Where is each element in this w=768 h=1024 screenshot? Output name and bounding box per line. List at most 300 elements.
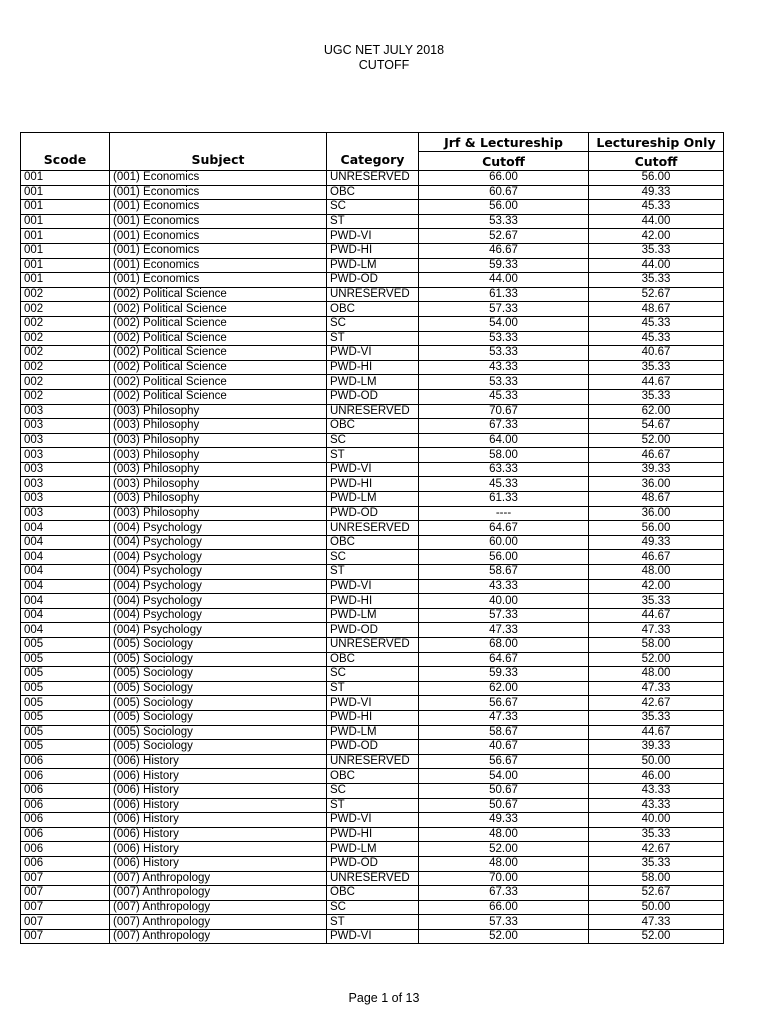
subject-cell: (005) Sociology: [110, 652, 327, 667]
lectureship-cutoff-cell: 46.67: [589, 448, 724, 463]
scode-cell: 005: [21, 725, 110, 740]
jrf-cutoff-cell: 56.00: [419, 200, 589, 215]
subject-cell: (001) Economics: [110, 229, 327, 244]
table-row: [21, 696, 724, 711]
lectureship-cutoff-cell: 35.33: [589, 827, 724, 842]
scode-cell: 006: [21, 842, 110, 857]
lectureship-cutoff-cell: 52.67: [589, 886, 724, 901]
jrf-cutoff-cell: 60.67: [419, 185, 589, 200]
lectureship-cutoff-cell: 44.67: [589, 375, 724, 390]
lectureship-cutoff-cell: 43.33: [589, 798, 724, 813]
category-cell: PWD-LM: [327, 492, 419, 507]
subject-cell: (004) Psychology: [110, 535, 327, 550]
subject-cell: (004) Psychology: [110, 594, 327, 609]
jrf-cutoff-cell: 47.33: [419, 710, 589, 725]
jrf-cutoff-cell: 45.33: [419, 477, 589, 492]
subject-cell: (007) Anthropology: [110, 886, 327, 901]
scode-cell: 004: [21, 623, 110, 638]
jrf-cutoff-cell: 56.67: [419, 696, 589, 711]
table-row: [21, 667, 724, 682]
category-cell: ST: [327, 798, 419, 813]
category-cell: UNRESERVED: [327, 871, 419, 886]
scode-cell: 007: [21, 871, 110, 886]
subject-cell: (004) Psychology: [110, 550, 327, 565]
subject-cell: (003) Philosophy: [110, 433, 327, 448]
scode-cell: 003: [21, 462, 110, 477]
lectureship-cutoff-cell: 35.33: [589, 856, 724, 871]
scode-cell: 005: [21, 681, 110, 696]
lectureship-cutoff-cell: 44.67: [589, 608, 724, 623]
scode-cell: 005: [21, 667, 110, 682]
jrf-cutoff-cell: 57.33: [419, 302, 589, 317]
subject-cell: (003) Philosophy: [110, 492, 327, 507]
scode-cell: 003: [21, 433, 110, 448]
subject-cell: (002) Political Science: [110, 331, 327, 346]
jrf-cutoff-cell: 53.33: [419, 346, 589, 361]
scode-cell: 004: [21, 521, 110, 536]
category-cell: PWD-HI: [327, 710, 419, 725]
category-cell: SC: [327, 200, 419, 215]
subject-cell: (002) Political Science: [110, 346, 327, 361]
subject-cell: (002) Political Science: [110, 389, 327, 404]
table-row: [21, 492, 724, 507]
jrf-cutoff-cell: 56.00: [419, 550, 589, 565]
jrf-cutoff-cell: 67.33: [419, 419, 589, 434]
scode-cell: 004: [21, 608, 110, 623]
lectureship-cutoff-cell: 48.67: [589, 492, 724, 507]
scode-cell: 002: [21, 316, 110, 331]
scode-cell: 003: [21, 419, 110, 434]
table-row: [21, 448, 724, 463]
category-cell: SC: [327, 550, 419, 565]
document-title: UGC NET JULY 2018: [323, 43, 445, 57]
scode-cell: 001: [21, 273, 110, 288]
table-row: [21, 798, 724, 813]
jrf-cutoff-cell: 59.33: [419, 258, 589, 273]
lectureship-cutoff-cell: 36.00: [589, 506, 724, 521]
lectureship-cutoff-cell: 58.00: [589, 638, 724, 653]
scode-cell: 002: [21, 302, 110, 317]
scode-cell: 007: [21, 915, 110, 930]
table-row: [21, 710, 724, 725]
subject-cell: (004) Psychology: [110, 521, 327, 536]
lectureship-cutoff-cell: 46.67: [589, 550, 724, 565]
jrf-cutoff-cell: 43.33: [419, 360, 589, 375]
header-lectureship-cutoff: Cutoff: [589, 152, 724, 171]
jrf-cutoff-cell: 52.00: [419, 842, 589, 857]
category-cell: PWD-LM: [327, 608, 419, 623]
scode-cell: 004: [21, 550, 110, 565]
scode-cell: 003: [21, 492, 110, 507]
scode-cell: 005: [21, 652, 110, 667]
category-cell: PWD-VI: [327, 696, 419, 711]
category-cell: ST: [327, 915, 419, 930]
category-cell: PWD-LM: [327, 842, 419, 857]
category-cell: UNRESERVED: [327, 754, 419, 769]
jrf-cutoff-cell: 64.00: [419, 433, 589, 448]
jrf-cutoff-cell: 62.00: [419, 681, 589, 696]
table-row: [21, 871, 724, 886]
category-cell: ST: [327, 565, 419, 580]
jrf-cutoff-cell: 53.33: [419, 375, 589, 390]
lectureship-cutoff-cell: 58.00: [589, 871, 724, 886]
lectureship-cutoff-cell: 35.33: [589, 710, 724, 725]
lectureship-cutoff-cell: 36.00: [589, 477, 724, 492]
category-cell: ST: [327, 448, 419, 463]
category-cell: PWD-VI: [327, 579, 419, 594]
table-row: [21, 827, 724, 842]
subject-cell: (002) Political Science: [110, 302, 327, 317]
lectureship-cutoff-cell: 52.00: [589, 929, 724, 944]
jrf-cutoff-cell: 50.67: [419, 798, 589, 813]
header-jrf-lectureship: Jrf & Lectureship: [419, 133, 589, 152]
scode-cell: 003: [21, 477, 110, 492]
table-row: [21, 813, 724, 828]
category-cell: OBC: [327, 769, 419, 784]
category-cell: SC: [327, 783, 419, 798]
scode-cell: 007: [21, 929, 110, 944]
subject-cell: (002) Political Science: [110, 375, 327, 390]
jrf-cutoff-cell: 46.67: [419, 243, 589, 258]
category-cell: PWD-VI: [327, 462, 419, 477]
scode-cell: 002: [21, 287, 110, 302]
category-cell: SC: [327, 316, 419, 331]
scode-cell: 002: [21, 331, 110, 346]
jrf-cutoff-cell: 52.00: [419, 929, 589, 944]
table-row: [21, 477, 724, 492]
lectureship-cutoff-cell: 62.00: [589, 404, 724, 419]
subject-cell: (003) Philosophy: [110, 506, 327, 521]
lectureship-cutoff-cell: 35.33: [589, 389, 724, 404]
scode-cell: 006: [21, 813, 110, 828]
header-lectureship-only: Lectureship Only: [589, 133, 724, 152]
table-row: [21, 287, 724, 302]
category-cell: UNRESERVED: [327, 638, 419, 653]
header-category: Category: [327, 133, 419, 171]
subject-cell: (004) Psychology: [110, 608, 327, 623]
category-cell: UNRESERVED: [327, 404, 419, 419]
subject-cell: (005) Sociology: [110, 667, 327, 682]
scode-cell: 005: [21, 740, 110, 755]
subject-cell: (007) Anthropology: [110, 929, 327, 944]
scode-cell: 006: [21, 783, 110, 798]
category-cell: OBC: [327, 185, 419, 200]
subject-cell: (001) Economics: [110, 243, 327, 258]
lectureship-cutoff-cell: 43.33: [589, 783, 724, 798]
jrf-cutoff-cell: 43.33: [419, 579, 589, 594]
table-row: [21, 200, 724, 215]
jrf-cutoff-cell: 53.33: [419, 331, 589, 346]
scode-cell: 004: [21, 579, 110, 594]
lectureship-cutoff-cell: 39.33: [589, 462, 724, 477]
category-cell: OBC: [327, 886, 419, 901]
category-cell: SC: [327, 900, 419, 915]
jrf-cutoff-cell: 68.00: [419, 638, 589, 653]
lectureship-cutoff-cell: 52.00: [589, 433, 724, 448]
scode-cell: 006: [21, 827, 110, 842]
jrf-cutoff-cell: 49.33: [419, 813, 589, 828]
table-row: [21, 623, 724, 638]
scode-cell: 003: [21, 448, 110, 463]
category-cell: OBC: [327, 652, 419, 667]
subject-cell: (001) Economics: [110, 214, 327, 229]
table-row: [21, 565, 724, 580]
scode-cell: 005: [21, 696, 110, 711]
subject-cell: (006) History: [110, 769, 327, 784]
table-row: [21, 316, 724, 331]
lectureship-cutoff-cell: 42.00: [589, 579, 724, 594]
subject-cell: (003) Philosophy: [110, 477, 327, 492]
table-row: [21, 856, 724, 871]
lectureship-cutoff-cell: 56.00: [589, 171, 724, 186]
table-row: [21, 302, 724, 317]
category-cell: PWD-OD: [327, 506, 419, 521]
table-row: [21, 404, 724, 419]
table-row: [21, 389, 724, 404]
table-row: [21, 433, 724, 448]
category-cell: PWD-LM: [327, 258, 419, 273]
subject-cell: (005) Sociology: [110, 740, 327, 755]
category-cell: ST: [327, 331, 419, 346]
lectureship-cutoff-cell: 45.33: [589, 331, 724, 346]
jrf-cutoff-cell: 70.00: [419, 871, 589, 886]
subject-cell: (002) Political Science: [110, 316, 327, 331]
lectureship-cutoff-cell: 35.33: [589, 594, 724, 609]
lectureship-cutoff-cell: 42.00: [589, 229, 724, 244]
lectureship-cutoff-cell: 47.33: [589, 623, 724, 638]
category-cell: UNRESERVED: [327, 287, 419, 302]
jrf-cutoff-cell: 63.33: [419, 462, 589, 477]
jrf-cutoff-cell: 64.67: [419, 521, 589, 536]
lectureship-cutoff-cell: 44.67: [589, 725, 724, 740]
table-row: [21, 375, 724, 390]
table-row: [21, 638, 724, 653]
table-row: [21, 754, 724, 769]
category-cell: PWD-OD: [327, 623, 419, 638]
subject-cell: (004) Psychology: [110, 565, 327, 580]
subject-cell: (006) History: [110, 813, 327, 828]
category-cell: OBC: [327, 302, 419, 317]
table-row: [21, 462, 724, 477]
category-cell: SC: [327, 433, 419, 448]
table-row: [21, 535, 724, 550]
table-row: [21, 681, 724, 696]
subject-cell: (005) Sociology: [110, 710, 327, 725]
category-cell: PWD-LM: [327, 375, 419, 390]
lectureship-cutoff-cell: 50.00: [589, 754, 724, 769]
table-row: [21, 506, 724, 521]
scode-cell: 007: [21, 900, 110, 915]
lectureship-cutoff-cell: 47.33: [589, 915, 724, 930]
table-row: [21, 331, 724, 346]
lectureship-cutoff-cell: 46.00: [589, 769, 724, 784]
lectureship-cutoff-cell: 48.00: [589, 565, 724, 580]
scode-cell: 001: [21, 243, 110, 258]
jrf-cutoff-cell: 54.00: [419, 769, 589, 784]
subject-cell: (001) Economics: [110, 185, 327, 200]
scode-cell: 003: [21, 404, 110, 419]
lectureship-cutoff-cell: 35.33: [589, 360, 724, 375]
category-cell: ST: [327, 214, 419, 229]
subject-cell: (003) Philosophy: [110, 419, 327, 434]
lectureship-cutoff-cell: 40.00: [589, 813, 724, 828]
table-row: [21, 360, 724, 375]
lectureship-cutoff-cell: 47.33: [589, 681, 724, 696]
jrf-cutoff-cell: 57.33: [419, 915, 589, 930]
category-cell: PWD-HI: [327, 477, 419, 492]
subject-cell: (004) Psychology: [110, 623, 327, 638]
subject-cell: (006) History: [110, 842, 327, 857]
subject-cell: (006) History: [110, 827, 327, 842]
subject-cell: (002) Political Science: [110, 287, 327, 302]
category-cell: ST: [327, 681, 419, 696]
subject-cell: (001) Economics: [110, 258, 327, 273]
scode-cell: 004: [21, 535, 110, 550]
subject-cell: (003) Philosophy: [110, 404, 327, 419]
jrf-cutoff-cell: 48.00: [419, 856, 589, 871]
lectureship-cutoff-cell: 35.33: [589, 243, 724, 258]
lectureship-cutoff-cell: 52.00: [589, 652, 724, 667]
subject-cell: (004) Psychology: [110, 579, 327, 594]
header-scode: Scode: [21, 133, 110, 171]
lectureship-cutoff-cell: 45.33: [589, 200, 724, 215]
jrf-cutoff-cell: 60.00: [419, 535, 589, 550]
lectureship-cutoff-cell: 42.67: [589, 696, 724, 711]
subject-cell: (001) Economics: [110, 200, 327, 215]
category-cell: PWD-HI: [327, 594, 419, 609]
lectureship-cutoff-cell: 52.67: [589, 287, 724, 302]
scode-cell: 005: [21, 638, 110, 653]
table-row: [21, 229, 724, 244]
jrf-cutoff-cell: 48.00: [419, 827, 589, 842]
category-cell: PWD-VI: [327, 929, 419, 944]
jrf-cutoff-cell: 40.67: [419, 740, 589, 755]
cutoff-table: [20, 132, 724, 944]
table-row: [21, 171, 724, 186]
lectureship-cutoff-cell: 54.67: [589, 419, 724, 434]
scode-cell: 001: [21, 185, 110, 200]
jrf-cutoff-cell: 56.67: [419, 754, 589, 769]
lectureship-cutoff-cell: 45.33: [589, 316, 724, 331]
jrf-cutoff-cell: 45.33: [419, 389, 589, 404]
jrf-cutoff-cell: 59.33: [419, 667, 589, 682]
category-cell: PWD-VI: [327, 229, 419, 244]
category-cell: PWD-HI: [327, 360, 419, 375]
category-cell: PWD-OD: [327, 389, 419, 404]
table-row: [21, 725, 724, 740]
lectureship-cutoff-cell: 49.33: [589, 535, 724, 550]
subject-cell: (006) History: [110, 856, 327, 871]
jrf-cutoff-cell: 58.67: [419, 725, 589, 740]
jrf-cutoff-cell: 61.33: [419, 492, 589, 507]
scode-cell: 003: [21, 506, 110, 521]
scode-cell: 002: [21, 360, 110, 375]
scode-cell: 006: [21, 769, 110, 784]
category-cell: PWD-HI: [327, 827, 419, 842]
table-row: [21, 915, 724, 930]
jrf-cutoff-cell: 58.67: [419, 565, 589, 580]
table-row: [21, 185, 724, 200]
subject-cell: (007) Anthropology: [110, 871, 327, 886]
category-cell: OBC: [327, 535, 419, 550]
table-row: [21, 214, 724, 229]
subject-cell: (001) Economics: [110, 171, 327, 186]
category-cell: PWD-OD: [327, 273, 419, 288]
scode-cell: 002: [21, 389, 110, 404]
jrf-cutoff-cell: 53.33: [419, 214, 589, 229]
lectureship-cutoff-cell: 44.00: [589, 214, 724, 229]
category-cell: SC: [327, 667, 419, 682]
table-row: [21, 842, 724, 857]
category-cell: PWD-LM: [327, 725, 419, 740]
table-row: [21, 886, 724, 901]
table-row: [21, 769, 724, 784]
subject-cell: (005) Sociology: [110, 696, 327, 711]
subject-cell: (007) Anthropology: [110, 900, 327, 915]
scode-cell: 006: [21, 856, 110, 871]
scode-cell: 002: [21, 375, 110, 390]
category-cell: PWD-OD: [327, 740, 419, 755]
table-row: [21, 273, 724, 288]
jrf-cutoff-cell: 57.33: [419, 608, 589, 623]
scode-cell: 001: [21, 229, 110, 244]
lectureship-cutoff-cell: 40.67: [589, 346, 724, 361]
lectureship-cutoff-cell: 50.00: [589, 900, 724, 915]
jrf-cutoff-cell: 61.33: [419, 287, 589, 302]
table-row: [21, 579, 724, 594]
scode-cell: 001: [21, 214, 110, 229]
document-subtitle: CUTOFF: [358, 58, 410, 72]
scode-cell: 001: [21, 171, 110, 186]
jrf-cutoff-cell: 50.67: [419, 783, 589, 798]
lectureship-cutoff-cell: 39.33: [589, 740, 724, 755]
jrf-cutoff-cell: 40.00: [419, 594, 589, 609]
header-jrf-cutoff: Cutoff: [419, 152, 589, 171]
table-body: [21, 171, 724, 944]
scode-cell: 006: [21, 754, 110, 769]
scode-cell: 004: [21, 594, 110, 609]
lectureship-cutoff-cell: 35.33: [589, 273, 724, 288]
jrf-cutoff-cell: 66.00: [419, 171, 589, 186]
jrf-cutoff-cell: 47.33: [419, 623, 589, 638]
jrf-cutoff-cell: 66.00: [419, 900, 589, 915]
scode-cell: 001: [21, 200, 110, 215]
scode-cell: 007: [21, 886, 110, 901]
table-row: [21, 419, 724, 434]
scode-cell: 001: [21, 258, 110, 273]
table-row: [21, 929, 724, 944]
category-cell: PWD-OD: [327, 856, 419, 871]
category-cell: UNRESERVED: [327, 171, 419, 186]
table-row: [21, 652, 724, 667]
lectureship-cutoff-cell: 48.00: [589, 667, 724, 682]
table-row: [21, 783, 724, 798]
jrf-cutoff-cell: 58.00: [419, 448, 589, 463]
table-row: [21, 243, 724, 258]
scode-cell: 005: [21, 710, 110, 725]
table-row: [21, 346, 724, 361]
jrf-cutoff-cell: 54.00: [419, 316, 589, 331]
table-row: [21, 258, 724, 273]
subject-cell: (002) Political Science: [110, 360, 327, 375]
category-cell: PWD-VI: [327, 813, 419, 828]
subject-cell: (005) Sociology: [110, 725, 327, 740]
subject-cell: (005) Sociology: [110, 681, 327, 696]
lectureship-cutoff-cell: 42.67: [589, 842, 724, 857]
subject-cell: (003) Philosophy: [110, 462, 327, 477]
jrf-cutoff-cell: ----: [419, 506, 589, 521]
jrf-cutoff-cell: 64.67: [419, 652, 589, 667]
